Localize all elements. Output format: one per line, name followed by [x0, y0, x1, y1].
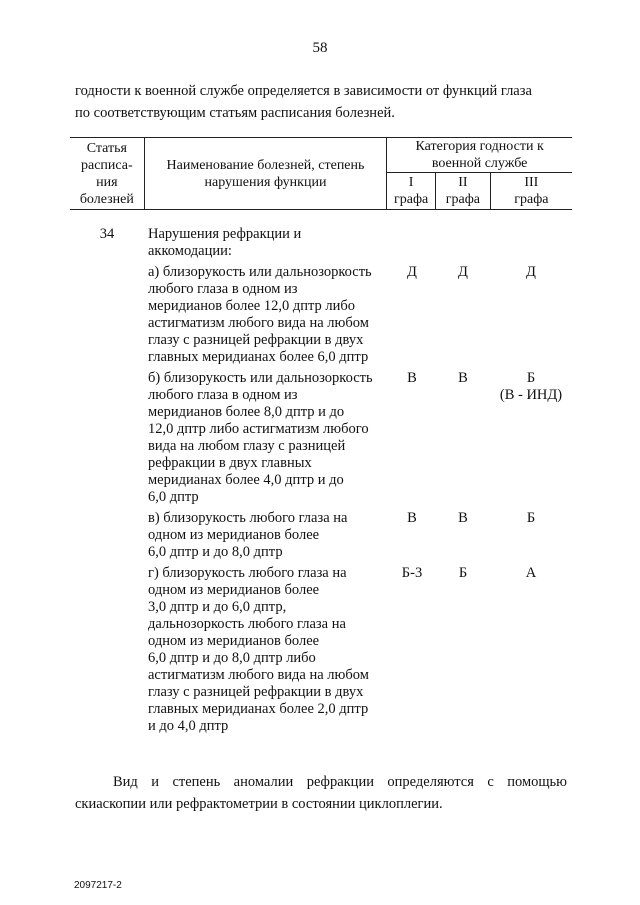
row-name-line: аккомодации: — [148, 243, 232, 259]
row-name-line: астигматизм любого вида на любом — [148, 667, 369, 683]
intro-line: по соответствующим статьям расписания болезней. — [75, 105, 395, 121]
row-name — [144, 565, 388, 735]
row-name-line: меридианов более 12,0 дптр либо — [148, 298, 355, 314]
row-grade-2 — [436, 226, 490, 260]
row-name — [144, 510, 388, 561]
intro-paragraph — [75, 80, 567, 124]
table-header — [70, 137, 572, 210]
row-name-line: 3,0 дптр и до 6,0 дптр, — [148, 599, 287, 615]
closing-line: скиаскопии или рефрактометрии в состоянии циклоплегии. — [75, 796, 443, 812]
row-grade-1: В — [407, 510, 417, 526]
row-article — [70, 370, 144, 506]
document-code: 2097217-2 — [74, 880, 122, 891]
table-row — [70, 226, 572, 260]
row-name-line: вида на любом глазу с разницей — [148, 438, 346, 454]
row-name-line: глазу с разницей рефракции в двух — [148, 684, 364, 700]
row-name-line: 6,0 дптр — [148, 489, 199, 505]
row-grade-2: В — [458, 510, 468, 526]
row-name — [144, 264, 388, 366]
table-row — [70, 370, 572, 506]
row-name-line: а) близорукость или дальнозоркость — [148, 264, 372, 280]
row-name-line: Нарушения рефракции и — [148, 226, 302, 242]
row-name-line: меридианов более 8,0 дптр и до — [148, 404, 345, 420]
row-grade-2: В — [458, 370, 468, 386]
page-number: 58 — [312, 40, 328, 56]
header-name: Наименование болезней, степень нарушения функции — [144, 138, 387, 210]
row-article: 34 — [99, 226, 115, 242]
row-name-line: в) близорукость любого глаза на — [148, 510, 348, 526]
row-article — [70, 565, 144, 735]
row-name-line: 6,0 дптр и до 8,0 дптр — [148, 544, 283, 560]
row-name-line: 6,0 дптр и до 8,0 дптр либо — [148, 650, 316, 666]
row-name-line: любого глаза в одном из — [148, 387, 298, 403]
closing-paragraph — [75, 771, 567, 815]
row-name-line: любого глаза в одном из — [148, 281, 298, 297]
row-name-line: 12,0 дптр либо астигматизм любого — [148, 421, 369, 437]
header-column-2: II графа — [436, 173, 491, 210]
row-name — [144, 370, 388, 506]
header-article: Статья расписа- ния болезней — [70, 138, 144, 210]
row-grade-3: Д — [526, 264, 536, 280]
table-body — [70, 226, 572, 739]
table-row — [70, 565, 572, 735]
row-name-line: главных меридианах более 2,0 дптр — [148, 701, 369, 717]
header-column-3: III графа — [490, 173, 572, 210]
row-grade-3 — [490, 226, 572, 260]
row-article — [70, 264, 144, 366]
row-grade-2: Д — [458, 264, 468, 280]
row-name — [144, 226, 388, 260]
row-name-line: одном из меридианов более — [148, 582, 320, 598]
row-name-line: дальнозоркость любого глаза на — [148, 616, 346, 632]
row-grade-3: Б — [526, 510, 536, 526]
row-grade-3: Б (В - ИНД) — [499, 370, 563, 403]
row-name-line: главных меридианах более 6,0 дптр — [148, 349, 369, 365]
row-grade-3: А — [525, 565, 537, 581]
intro-line: годности к военной службе определяется в зависимости от функций глаза — [75, 83, 532, 99]
row-article — [70, 510, 144, 561]
row-grade-1: Б-3 — [401, 565, 423, 581]
row-grade-1: Д — [407, 264, 417, 280]
row-grade-1: В — [407, 370, 417, 386]
closing-line: Вид и степень аномалии рефракции определяются с помощью — [113, 774, 567, 790]
row-name-line: рефракции в двух главных — [148, 455, 312, 471]
row-name-line: г) близорукость любого глаза на — [148, 565, 347, 581]
header-category: Категория годности к военной службе — [387, 138, 572, 173]
row-name-line: меридианах более 4,0 дптр и до — [148, 472, 344, 488]
row-name-line: одном из меридианов более — [148, 633, 320, 649]
row-name-line: глазу с разницей рефракции в двух — [148, 332, 364, 348]
row-name-line: одном из меридианов более — [148, 527, 320, 543]
row-grade-1 — [388, 226, 436, 260]
table-row — [70, 510, 572, 561]
row-name-line: астигматизм любого вида на любом — [148, 315, 369, 331]
row-name-line: и до 4,0 дптр — [148, 718, 229, 734]
header-column-1: I графа — [387, 173, 436, 210]
table-row — [70, 264, 572, 366]
row-name-line: б) близорукость или дальнозоркость — [148, 370, 373, 386]
row-grade-2: Б — [458, 565, 468, 581]
